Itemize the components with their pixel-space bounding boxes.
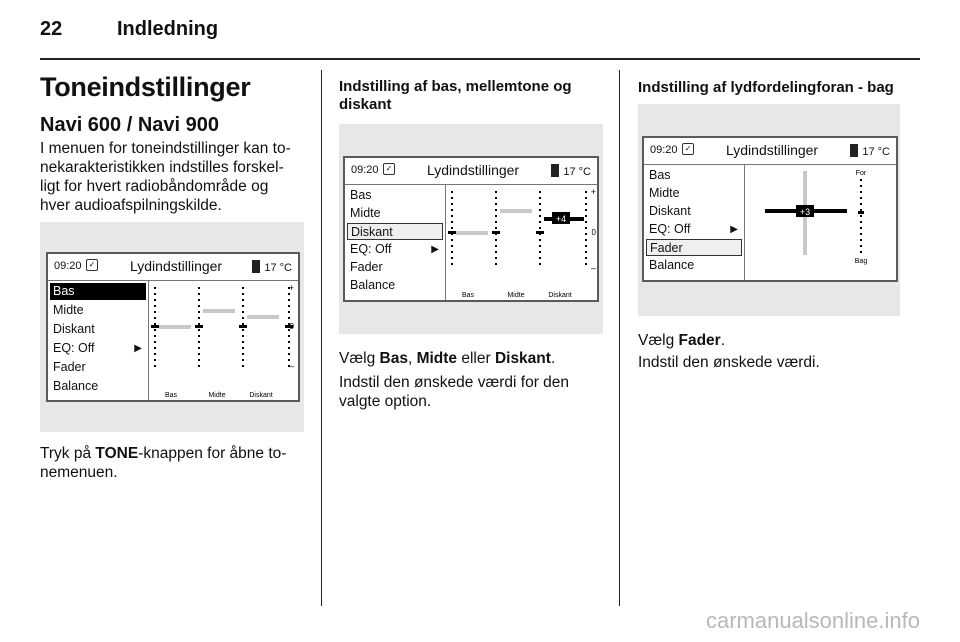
- temperature: 17 °C: [551, 164, 591, 178]
- menu-item-fader[interactable]: Fader: [350, 260, 383, 274]
- clock-time: 09:20: [54, 260, 82, 272]
- select-fader-paragraph: Vælg Fader.: [638, 332, 726, 349]
- menu-item-diskant[interactable]: Diskant: [347, 223, 443, 240]
- fader-front-label: For: [855, 170, 867, 177]
- tone-button-paragraph: Tryk på TONE-knappen for åbne to- nemenuen.: [40, 445, 287, 481]
- menu-item-fader[interactable]: Fader: [646, 239, 742, 256]
- phone-icon: [551, 164, 559, 177]
- header-rule: [40, 58, 920, 60]
- chevron-right-icon: ▶: [134, 343, 142, 354]
- bar-bas-level: [456, 231, 488, 235]
- fader-rear-label: Bag: [854, 258, 868, 265]
- screen-title: Lydindstillinger: [427, 162, 520, 178]
- menu-item-midte[interactable]: Midte: [350, 206, 381, 220]
- tone-menu: [644, 165, 745, 280]
- select-option-paragraph: Vælg Bas, Midte eller Diskant.: [339, 350, 556, 367]
- label-diskant: Diskant: [249, 392, 273, 399]
- phone-icon: [252, 260, 260, 273]
- set-value-paragraph: Indstil den ønskede værdi for den valgte option.: [339, 374, 570, 410]
- fader-instruction: Indstil den ønskede værdi.: [638, 354, 820, 371]
- menu-item-balance[interactable]: Balance: [649, 258, 695, 272]
- screen-title: Lydindstillinger: [130, 258, 223, 274]
- clock-time: 09:20: [650, 144, 678, 156]
- clock-icon: ✓: [86, 259, 98, 271]
- status-bar: [644, 138, 896, 165]
- display-screen: [642, 136, 898, 282]
- menu-item-balance[interactable]: Balance: [350, 278, 396, 292]
- menu-item-bas[interactable]: Bas: [50, 283, 146, 300]
- watermark: carmanualsonline.info: [705, 608, 920, 633]
- model-subheading: Navi 600 / Navi 900: [40, 114, 220, 136]
- screen-photo-tone-menu: [40, 222, 304, 432]
- tone-menu: [345, 185, 446, 300]
- eq-bars: [446, 185, 598, 302]
- label-diskant: Diskant: [548, 292, 572, 299]
- fader-heading: Indstilling af lydfordelingforan - bag: [638, 79, 894, 96]
- column-divider-2: [619, 70, 620, 606]
- screen-photo-fader: [638, 104, 900, 316]
- tone-menu: [48, 281, 149, 400]
- bar-midte-level: [500, 209, 532, 213]
- bar-bas-level: [159, 325, 191, 329]
- status-bar: [345, 158, 597, 185]
- svg-text:–: –: [590, 263, 596, 273]
- menu-item-midte[interactable]: Midte: [53, 303, 84, 317]
- screen-title: Lydindstillinger: [726, 142, 819, 158]
- menu-item-midte[interactable]: Midte: [649, 186, 680, 200]
- screen-photo-diskant: [339, 124, 603, 334]
- clock-icon: ✓: [383, 163, 395, 175]
- menu-item-fader[interactable]: Fader: [53, 360, 86, 374]
- menu-item-eq[interactable]: EQ: Off ▶: [53, 341, 142, 355]
- svg-text:+: +: [288, 283, 294, 293]
- column-divider-1: [321, 70, 322, 606]
- temperature: 17 °C: [252, 260, 292, 274]
- zero-mark: 0: [289, 322, 294, 331]
- section-heading: Toneindstillinger: [40, 72, 251, 102]
- bass-treble-heading: Indstilling af bas, mellemtone og diskant: [339, 78, 572, 113]
- display-screen: [343, 156, 599, 302]
- menu-item-balance[interactable]: Balance: [53, 379, 99, 393]
- label-bas: Bas: [461, 292, 475, 299]
- fader-value: +3: [799, 207, 811, 217]
- fader-graphic: [745, 165, 897, 282]
- status-bar: [48, 254, 298, 281]
- menu-item-diskant[interactable]: Diskant: [53, 322, 95, 336]
- menu-item-eq[interactable]: EQ: Off ▶: [350, 242, 439, 256]
- clock-time: 09:20: [351, 164, 379, 176]
- display-screen: [46, 252, 300, 402]
- temperature: 17 °C: [850, 144, 890, 158]
- page-number: 22: [40, 18, 63, 40]
- chevron-right-icon: ▶: [431, 244, 439, 255]
- menu-item-bas[interactable]: Bas: [649, 168, 671, 182]
- chevron-right-icon: ▶: [730, 224, 738, 235]
- svg-text:+: +: [590, 187, 596, 197]
- bar-midte-level: [203, 309, 235, 313]
- menu-item-diskant[interactable]: Diskant: [649, 204, 691, 218]
- bar-diskant-level: [247, 315, 279, 319]
- intro-paragraph: I menuen for toneindstillinger kan to- nekarakteristikken indstilles forskel- ligt for hvert radiobåndområde og hver audioafspilningskilde.: [40, 140, 291, 214]
- chapter-title: Indledning: [117, 18, 219, 40]
- label-bas: Bas: [164, 392, 178, 399]
- menu-item-eq[interactable]: EQ: Off ▶: [649, 222, 738, 236]
- svg-text:–: –: [288, 361, 294, 371]
- label-midte: Midte: [208, 392, 226, 399]
- clock-icon: ✓: [682, 143, 694, 155]
- menu-item-bas[interactable]: Bas: [350, 188, 372, 202]
- diskant-value: +4: [555, 214, 567, 224]
- zero-mark: 0: [591, 228, 596, 237]
- phone-icon: [850, 144, 858, 157]
- eq-bars: [149, 281, 299, 402]
- label-midte: Midte: [507, 292, 525, 299]
